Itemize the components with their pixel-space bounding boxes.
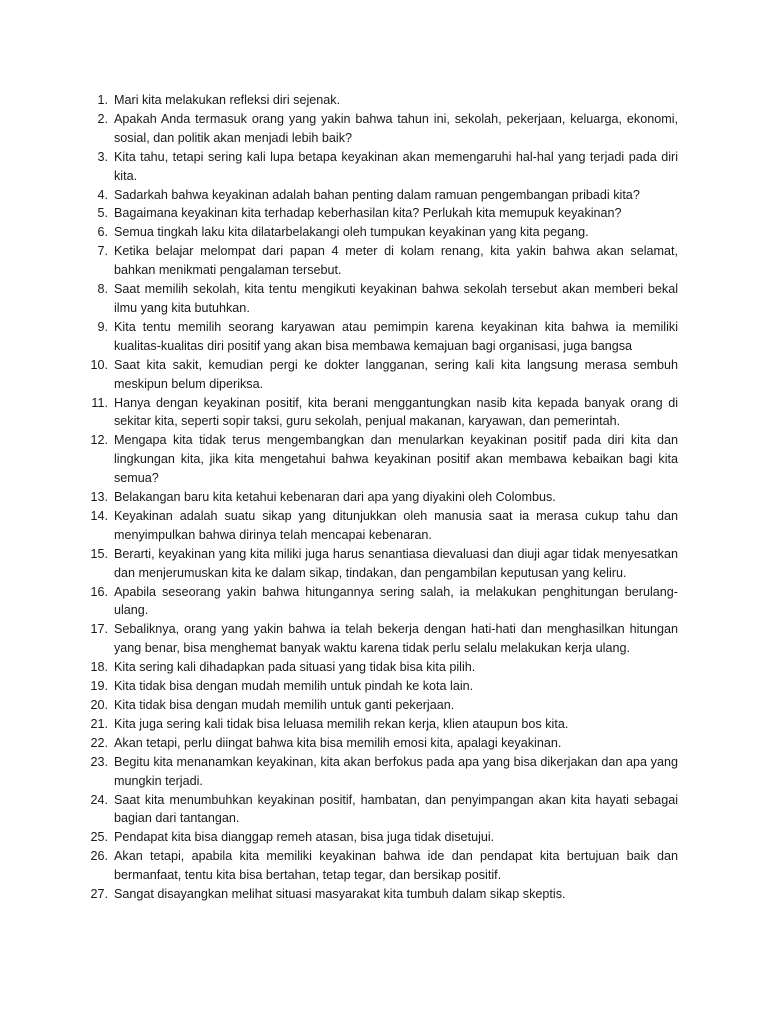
list-item-text: Ketika belajar melompat dari papan 4 meter di kolam renang, kita yakin bahwa akan selamat, bahkan menikmati pengalaman tersebut. xyxy=(114,244,678,278)
list-item-number: 4. xyxy=(97,187,108,202)
list-item-number: 3. xyxy=(97,149,108,164)
list-item xyxy=(84,715,678,734)
list-item-number: 27. xyxy=(90,887,108,902)
list-item xyxy=(84,677,678,696)
list-item-text: Pendapat kita bisa dianggap remeh atasan, bisa juga tidak disetujui. xyxy=(114,830,495,845)
list-item-text: Saat kita sakit, kemudian pergi ke dokter langganan, sering kali kita langsung merasa sembuh meskipun belum diperiksa. xyxy=(114,357,678,391)
list-item-text: Bagaimana keyakinan kita terhadap keberhasilan kita? Perlukah kita memupuk keyakinan? xyxy=(114,206,622,221)
list-item-number: 5. xyxy=(97,206,108,221)
list-item-text: Kita juga sering kali tidak bisa leluasa memilih rekan kerja, klien ataupun bos kita. xyxy=(114,716,569,731)
list-item xyxy=(84,318,678,356)
list-item-number: 11. xyxy=(91,395,108,410)
list-item-text: Kita tidak bisa dengan mudah memilih untuk ganti pekerjaan. xyxy=(114,698,455,712)
list-item xyxy=(84,545,678,583)
list-item-text: Saat kita menumbuhkan keyakinan positif, hambatan, dan penyimpangan akan kita hayati sebagai bagian dari tantangan. xyxy=(114,792,678,826)
list-item-text: Kita sering kali dihadapkan pada situasi yang tidak bisa kita pilih. xyxy=(114,660,476,675)
list-item xyxy=(84,753,678,791)
list-item xyxy=(84,507,678,545)
numbered-list xyxy=(84,91,678,904)
list-item-number: 7. xyxy=(97,244,108,259)
list-item-number: 13. xyxy=(90,490,108,505)
list-item xyxy=(84,242,678,280)
list-item-text: Kita tahu, tetapi sering kali lupa betapa keyakinan akan memengaruhi hal-hal yang terjadi pada diri kita. xyxy=(114,149,678,183)
list-item-number: 18. xyxy=(90,660,108,675)
list-item xyxy=(84,148,678,186)
list-item xyxy=(84,280,678,318)
list-item-number: 16. xyxy=(90,584,108,599)
list-item-text: Akan tetapi, apabila kita memiliki keyakinan bahwa ide dan pendapat kita bertujuan baik dan bermanfaat, tentu kita bisa bertahan, tetap tegar, dan bersikap positif. xyxy=(114,849,678,883)
list-item-number: 14. xyxy=(90,508,108,523)
list-item-number: 20. xyxy=(90,698,108,712)
list-item-number: 15. xyxy=(90,546,108,561)
list-item-number: 25. xyxy=(90,830,108,845)
list-item xyxy=(84,110,678,148)
list-item-number: 12. xyxy=(90,433,108,448)
list-item-text: Belakangan baru kita ketahui kebenaran dari apa yang diyakini oleh Colombus. xyxy=(114,490,556,505)
list-item-text: Berarti, keyakinan yang kita miliki juga harus senantiasa dievaluasi dan diuji agar tidak menyesatkan dan menjerumuskan kita ke dalam sikap, tindakan, dan pengambilan keputusan yang keliru. xyxy=(114,546,678,580)
list-item-number: 21. xyxy=(90,716,108,731)
list-item-text: Akan tetapi, perlu diingat bahwa kita bisa memilih emosi kita, apalagi keyakinan. xyxy=(114,735,562,750)
list-item-number: 26. xyxy=(90,849,108,864)
list-item-text: Sadarkah bahwa keyakinan adalah bahan penting dalam ramuan pengembangan pribadi kita? xyxy=(114,187,640,202)
list-item xyxy=(84,791,678,829)
list-item xyxy=(84,658,678,677)
list-item-text: Sebaliknya, orang yang yakin bahwa ia telah bekerja dengan hati-hati dan menghasilkan hitungan yang benar, bisa menghemat banyak waktu karena tidak perlu selalu melakukan kerja ulang. xyxy=(114,622,678,656)
list-item xyxy=(84,620,678,658)
list-item xyxy=(84,394,678,432)
list-item-number: 1. xyxy=(97,93,108,107)
list-item xyxy=(84,431,678,488)
list-item xyxy=(84,583,678,621)
list-item-number: 24. xyxy=(90,792,108,807)
list-item-text: Sangat disayangkan melihat situasi masyarakat kita tumbuh dalam sikap skeptis. xyxy=(114,887,566,902)
list-item xyxy=(84,734,678,753)
list-item-text: Keyakinan adalah suatu sikap yang ditunjukkan oleh manusia saat ia merasa cukup tahu dan menyimpulkan bahwa dirinya telah mencapai kebenaran. xyxy=(114,508,678,542)
list-item xyxy=(84,847,678,885)
list-item xyxy=(84,91,678,110)
list-item xyxy=(84,696,678,715)
list-item xyxy=(84,828,678,847)
list-item-text: Saat memilih sekolah, kita tentu mengikuti keyakinan bahwa sekolah tersebut akan memberi bekal ilmu yang kita butuhkan. xyxy=(114,282,678,315)
list-item-number: 19. xyxy=(90,679,108,694)
list-item-text: Semua tingkah laku kita dilatarbelakangi oleh tumpukan keyakinan yang kita pegang. xyxy=(114,225,589,240)
list-item xyxy=(84,488,678,507)
list-item-number: 10. xyxy=(90,357,108,372)
list-item-number: 9. xyxy=(97,319,108,334)
list-item xyxy=(84,885,678,904)
list-item-text: Mengapa kita tidak terus mengembangkan dan menularkan keyakinan positif pada diri kita dan lingkungan kita, jika kita mengetahui bahwa keyakinan positif akan membawa kebaikan bagi kita semua? xyxy=(114,433,678,486)
list-item-text: Apabila seseorang yakin bahwa hitungannya sering salah, ia melakukan penghitungan berulang-ulang. xyxy=(114,584,678,618)
list-item xyxy=(84,356,678,394)
list-item-text: Kita tentu memilih seorang karyawan atau pemimpin karena keyakinan kita bahwa ia memiliki kualitas-kualitas diri positif yang akan bisa membawa kemajuan bagi organisasi, juga bangsa xyxy=(114,319,678,353)
list-item-text: Begitu kita menanamkan keyakinan, kita akan berfokus pada apa yang bisa dikerjakan dan apa yang mungkin terjadi. xyxy=(114,754,678,788)
list-item-text: Mari kita melakukan refleksi diri sejenak. xyxy=(114,93,341,107)
list-item-text: Hanya dengan keyakinan positif, kita berani menggantungkan nasib kita kepada banyak orang di sekitar kita, seperti sopir taksi, guru sekolah, penjual makanan, karyawan, dan pemerintah. xyxy=(114,395,678,429)
list-item-text: Kita tidak bisa dengan mudah memilih untuk pindah ke kota lain. xyxy=(114,679,474,694)
list-item-number: 17. xyxy=(90,622,108,637)
list-item xyxy=(84,186,678,205)
list-item-number: 23. xyxy=(90,754,108,769)
list-item-text: Apakah Anda termasuk orang yang yakin bahwa tahun ini, sekolah, pekerjaan, keluarga, ekonomi, sosial, dan politik akan menjadi lebih baik? xyxy=(114,111,678,145)
list-item-number: 2. xyxy=(97,111,108,126)
list-item-number: 22. xyxy=(90,735,108,750)
list-item-number: 8. xyxy=(97,282,108,297)
list-item xyxy=(84,223,678,242)
list-item-number: 6. xyxy=(97,225,108,240)
list-item xyxy=(84,204,678,223)
